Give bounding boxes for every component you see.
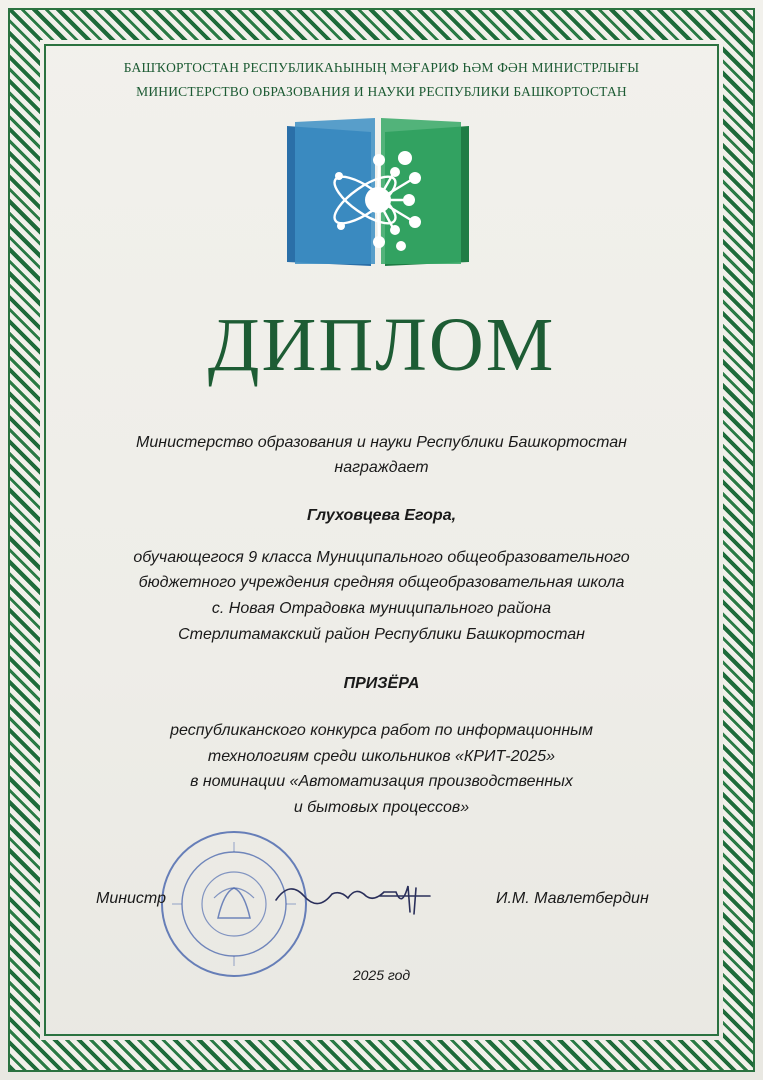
contest-line-3: в номинации «Автоматизация производственных (190, 773, 573, 790)
contest-line-2: технологиям среди школьников «КРИТ-2025» (207, 748, 556, 765)
diploma-year: 2025 год (352, 967, 411, 983)
recipient-name: Глуховцева Егора, (306, 507, 457, 524)
contest-line-1: республиканского конкурса работ по информационным (170, 722, 593, 739)
signatory-position: Министр (96, 890, 166, 907)
issuer-text: Министерство образования и науки Республики Башкортостан (136, 434, 627, 451)
ministry-name-bashkir: БАШҠОРТОСТАН РЕСПУБЛИКАҺЫНЫҢ МӘҒАРИФ ҺӘМ ФӘН МИНИСТРЛЫҒЫ (123, 60, 640, 75)
school-line-1: обучающегося 9 класса Муниципального общеобразовательного (133, 549, 630, 566)
ministry-book-logo (283, 114, 473, 274)
school-line-4: Стерлитамакский район Республики Башкортостан (178, 626, 585, 643)
signatory-name: И.М. Мавлетбердин (496, 890, 649, 907)
seal-emblem-icon (218, 888, 250, 918)
diploma-title: ДИПЛОМ (207, 303, 556, 387)
signature-stroke (270, 872, 440, 922)
award-status: ПРИЗЁРА (343, 675, 420, 692)
school-line-2: бюджетного учреждения средняя общеобразовательная школа (138, 574, 625, 591)
ministry-name-russian: МИНИСТЕРСТВО ОБРАЗОВАНИЯ И НАУКИ РЕСПУБЛИКИ БАШКОРТОСТАН (136, 84, 627, 99)
school-line-3: с. Новая Отрадовка муниципального района (211, 600, 552, 617)
contest-line-4: и бытовых процессов» (293, 799, 470, 816)
awards-text: награждает (334, 459, 429, 476)
